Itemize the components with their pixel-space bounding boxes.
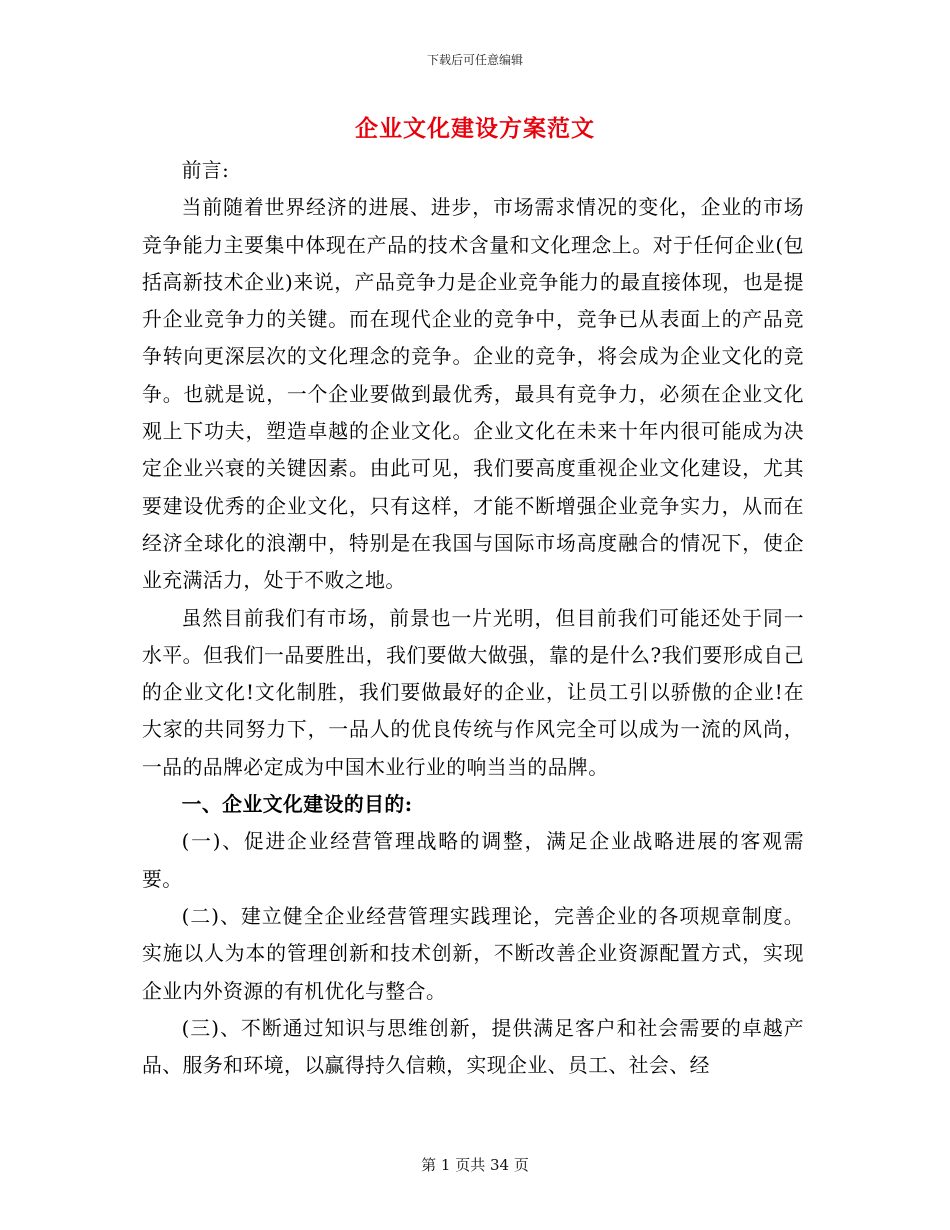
list-item: (一)、促进企业经营管理战略的调整，满足企业战略进展的客观需要。: [142, 830, 804, 891]
document-body: [142, 152, 804, 1084]
list-item: (二)、建立健全企业经营管理实践理论，完善企业的各项规章制度。实施以人为本的管理创新和技术创新，不断改善企业资源配置方式，实现企业内外资源的有机优化与整合。: [142, 904, 804, 1003]
page-header-note: 下载后可任意编辑: [426, 53, 523, 67]
body-paragraph: 虽然目前我们有市场，前景也一片光明，但目前我们可能还处于同一水平。但我们一品要胜出，我们要做大做强，靠的是什么?我们要形成自己的企业文化!文化制胜，我们要做最好的企业，让员工引以骄傲的企业!在大家的共同努力下，一品人的优良传统与作风完全可以成为一流的风尚，一品的品牌必定成为中国木业行业的响当当的品牌。: [142, 606, 804, 779]
page-number: 第 1 页共 34 页: [421, 1156, 529, 1174]
body-paragraph: 当前随着世界经济的进展、进步，市场需求情况的变化，企业的市场竞争能力主要集中体现在产品的技术含量和文化理念上。对于任何企业(包括高新技术企业)来说，产品竞争力是企业竞争能力的最直接体现，也是提升企业竞争力的关键。而在现代企业的竞争中，竞争已从表面上的产品竞争转向更深层次的文化理念的竞争。企业的竞争，将会成为企业文化的竞争。也就是说，一个企业要做到最优秀，最具有竞争力，必须在企业文化观上下功夫，塑造卓越的企业文化。企业文化在未来十年内很可能成为决定企业兴衰的关键因素。由此可见，我们要高度重视企业文化建设，尤其要建设优秀的企业文化，只有这样，才能不断增强企业竞争实力，从而在经济全球化的浪潮中，特别是在我国与国际市场高度融合的情况下，使企业充满活力，处于不败之地。: [142, 196, 804, 593]
list-item: (三)、不断通过知识与思维创新，提供满足客户和社会需要的卓越产品、服务和环境，以赢得持久信赖，实现企业、员工、社会、经: [142, 1016, 804, 1078]
section-heading: 一、企业文化建设的目的:: [181, 792, 413, 817]
preface-label: 前言:: [181, 159, 230, 182]
document-title: 企业文化建设方案范文: [355, 115, 595, 142]
